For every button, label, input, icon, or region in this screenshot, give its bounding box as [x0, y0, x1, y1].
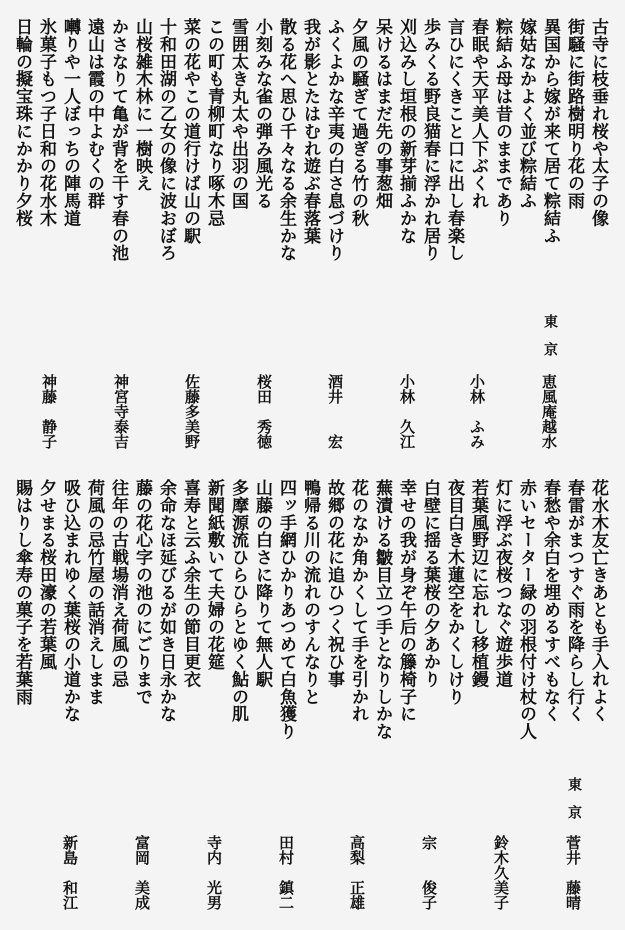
- haiku-line: かさなりて亀が背を干す春の池: [108, 18, 128, 262]
- haiku-line: 日輪の擬宝珠にかかり夕桜: [12, 18, 32, 227]
- haiku-line: 荷風の忌竹屋の話消えしまま: [84, 479, 104, 706]
- haiku-line: 刈込みし垣根の新芽揃ふかな: [396, 18, 416, 245]
- author-name: 宗 俊子: [420, 835, 438, 910]
- haiku-line: 氷菓子もつ子日和の花水木: [36, 18, 56, 227]
- haiku-line: 我が影とたはむれ遊ぶ春落葉: [300, 18, 320, 245]
- author-name: 恵風庵越水: [540, 374, 558, 449]
- author-name: 菅井 藤晴: [564, 835, 582, 910]
- haiku-line: 菜の花やこの道行けば山の駅: [180, 18, 200, 245]
- author-name: 小林 久江: [398, 374, 416, 449]
- haiku-line: 粽結ふ母は昔のままであり: [492, 18, 512, 227]
- haiku-line: 吸ひ込まれゆく葉桜の小道かな: [60, 479, 80, 723]
- author-name: 桜田 秀徳: [255, 374, 273, 449]
- haiku-line: 散る花へ思ひ千々なる余生かな: [276, 18, 296, 262]
- haiku-line: 四ッ手網ひかりあつめて白魚獲り: [276, 479, 296, 740]
- haiku-line: 賜はりし傘寿の菓子を若葉雨: [12, 479, 32, 706]
- haiku-line: 遠山は霞の中よむくの群: [84, 18, 104, 210]
- bottom-section: [0, 465, 625, 930]
- author-name: 新島 和江: [61, 835, 79, 910]
- author-name: 神宮寺泰吉: [112, 374, 130, 449]
- author-name: 富岡 美成: [133, 835, 151, 910]
- author-name: 田村 鎮二: [277, 835, 295, 910]
- author-name: 寺内 光男: [205, 835, 223, 910]
- author-name: 酒井 宏: [326, 374, 344, 449]
- haiku-line: 余命なほ延びるが如き日永かな: [156, 479, 176, 723]
- haiku-line: ふくよかな辛夷の白さ息づけり: [324, 18, 344, 262]
- haiku-line: 夜目白き木蓮空をかくしけり: [444, 479, 464, 706]
- author-name: 鈴木久美子: [492, 835, 510, 910]
- haiku-line: 嫁姑なかよく並び粽結ふ: [516, 18, 536, 210]
- author-location: 東京: [566, 777, 582, 833]
- haiku-line: 言ひにくきこと口に出し春楽し: [444, 18, 464, 262]
- haiku-line: 春愁や余白を埋めるすべもなく: [540, 479, 560, 723]
- haiku-line: 幸せの我が身ぞ午后の籐椅子に: [396, 479, 416, 723]
- haiku-line: 山桜雑木林に一樹映え: [132, 18, 152, 192]
- haiku-line: 囀りや一人ぼっちの陣馬道: [60, 18, 80, 227]
- haiku-line: 雪囲太き丸太や出羽の国: [228, 18, 248, 210]
- haiku-line: 赤いセーター緑の羽根付け杖の人: [516, 479, 536, 740]
- haiku-line: 蕪漬ける皺目立つ手となりしかな: [372, 479, 392, 740]
- haiku-line: 呆けるはまだ先の事葱畑: [372, 18, 392, 210]
- haiku-line: 夕風の騒ぎて過ぎる竹の秋: [348, 18, 368, 227]
- haiku-line: 夕せまる桜田濠の若葉風: [36, 479, 56, 671]
- author-name: 小林 ふみ: [468, 374, 486, 449]
- haiku-line: 花のなか角かくして手を引かれ: [348, 479, 368, 723]
- author-name: 高梨 正雄: [348, 835, 366, 910]
- haiku-line: 新聞紙敷いて夫婦の花筵: [204, 479, 224, 671]
- haiku-line: 春雷がまつすぐ雨を降らし行く: [564, 479, 584, 723]
- haiku-line: 白壁に揺る葉桜の夕あかり: [420, 479, 440, 688]
- haiku-line: 鴨帰る川の流れのすんなりと: [300, 479, 320, 706]
- haiku-line: 灯に浮ぶ夜桜つなぐ遊歩道: [492, 479, 512, 688]
- haiku-line: 異国から嫁が来て居て粽結ふ: [540, 18, 560, 245]
- haiku-line: 往年の古戦場消え荷風の忌: [108, 479, 128, 688]
- haiku-line: 花水木友亡きあとも手入れよく: [588, 479, 608, 723]
- haiku-line: 十和田湖の乙女の像に波おぼろ: [156, 18, 176, 262]
- haiku-line: 古寺に枝垂れ桜や太子の像: [588, 18, 608, 227]
- author-name: 神藤 静子: [40, 374, 58, 449]
- haiku-line: 喜寿と云ふ余生の節目更衣: [180, 479, 200, 688]
- haiku-line: 多摩源流ひらひらとゆく鮎の肌: [228, 479, 248, 723]
- haiku-line: 故郷の花に追ひつく祝ひ事: [324, 479, 344, 688]
- haiku-line: 歩みくる野良猫春に浮かれ居り: [420, 18, 440, 262]
- haiku-line: 街騒に街路樹明り花の雨: [564, 18, 584, 210]
- haiku-line: 若葉風野辺に忘れし移植鏝: [468, 479, 488, 688]
- haiku-line: 春眠や天平美人下ぶくれ: [468, 18, 488, 210]
- haiku-line: この町も青柳町なり啄木忌: [204, 18, 224, 227]
- haiku-line: 藤の花心字の池のにごりまで: [132, 479, 152, 706]
- author-name: 佐藤多美野: [183, 374, 201, 449]
- haiku-line: 山藤の白さに降りて無人駅: [252, 479, 272, 688]
- haiku-line: 小刻みな雀の弾み風光る: [252, 18, 272, 210]
- author-location: 東京: [542, 314, 558, 370]
